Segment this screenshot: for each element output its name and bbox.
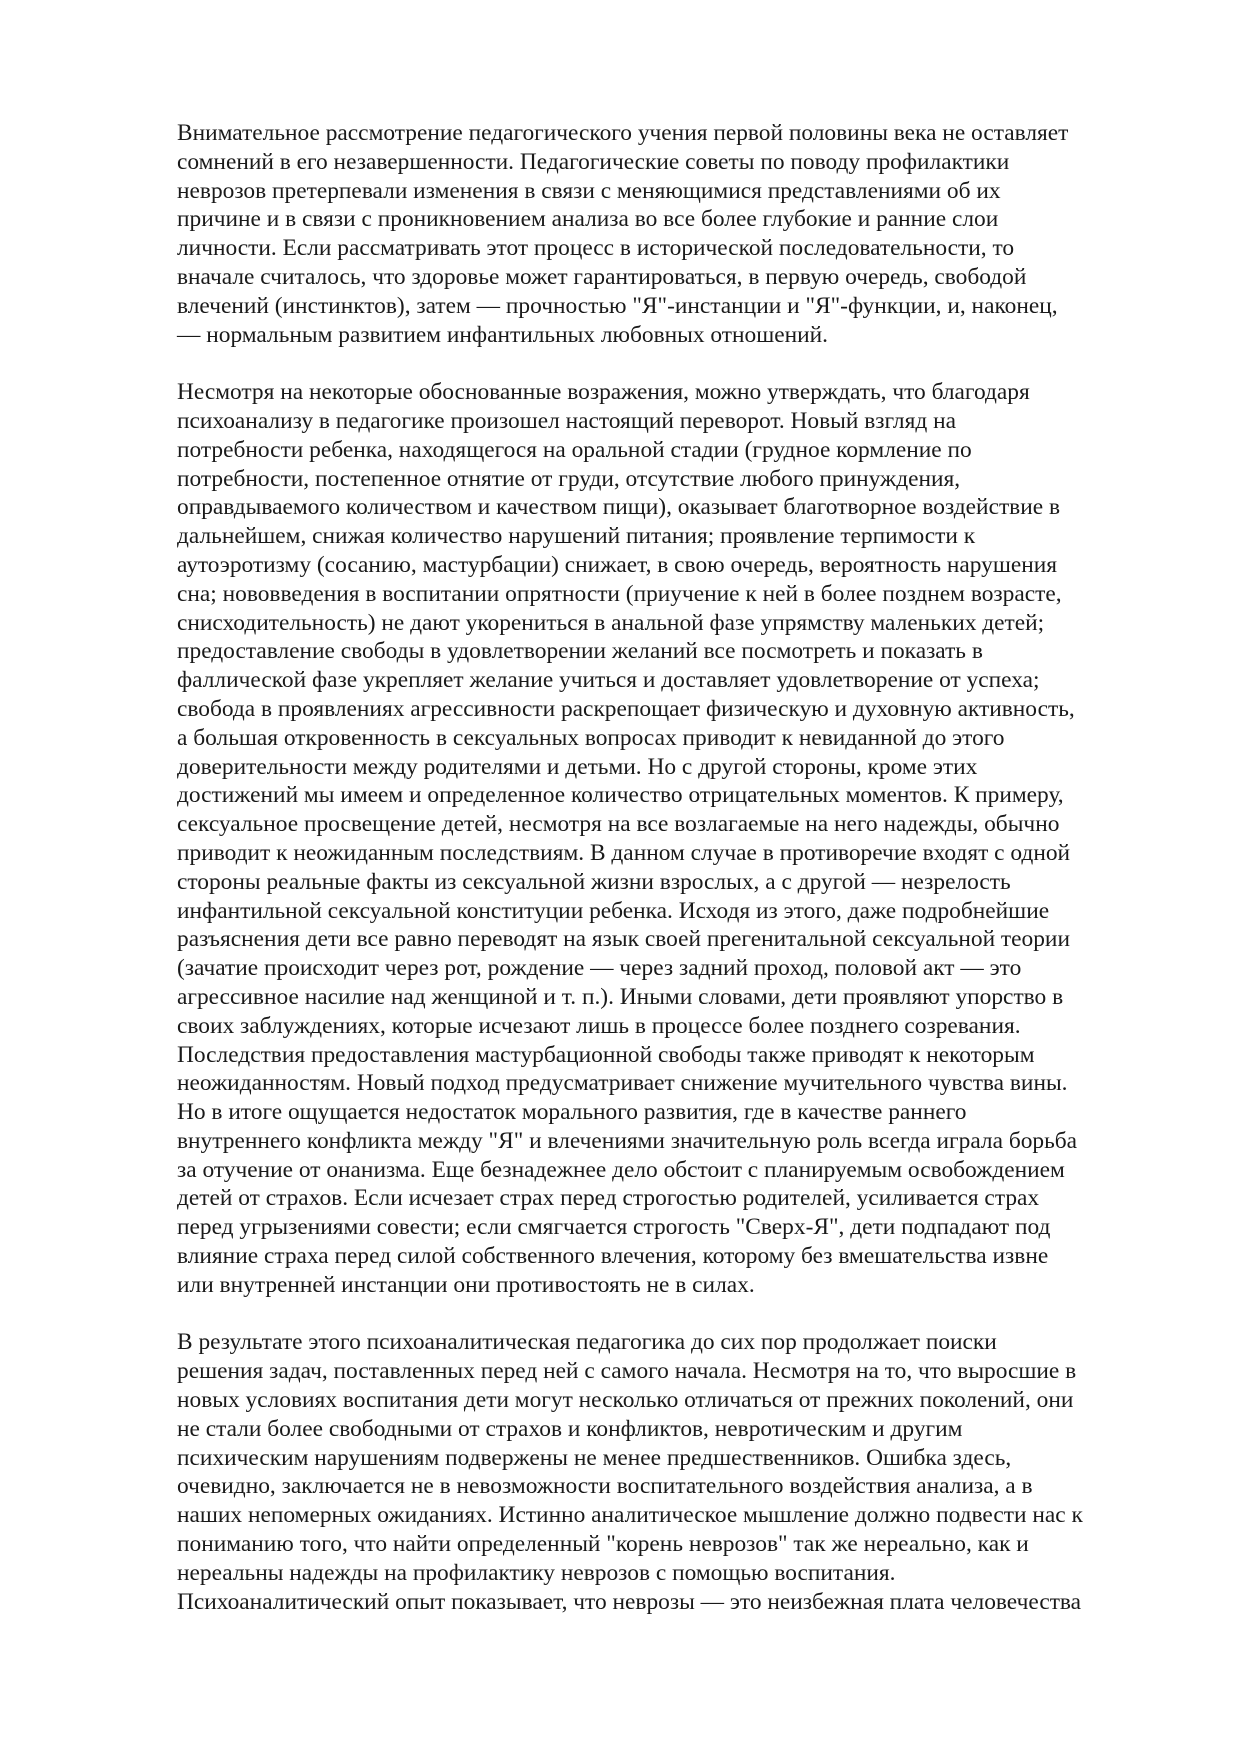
text-line: доверительности между родителями и детьми. Но с другой стороны, кроме этих	[177, 753, 978, 780]
document-body	[177, 119, 1177, 1645]
text-line: причине и в связи с проникновением анализа во все более глубокие и ранние слои	[177, 206, 999, 233]
text-line: пониманию того, что найти определенный "корень неврозов" так же нереально, как и	[177, 1531, 1029, 1558]
text-line: разъяснения дети все равно переводят на язык своей прегенитальной сексуальной теории	[177, 926, 1070, 953]
text-line: психическим нарушениям подвержены не менее предшественников. Ошибка здесь,	[177, 1444, 1012, 1471]
text-line: а большая откровенность в сексуальных вопросах приводит к невиданной до этого	[177, 724, 1005, 751]
text-line: достижений мы имеем и определенное количество отрицательных моментов. К примеру,	[177, 782, 1064, 809]
text-line: предоставление свободы в удовлетворении желаний все посмотреть и показать в	[177, 638, 983, 665]
text-line: неврозов претерпевали изменения в связи с меняющимися представлениями об их	[177, 177, 1001, 204]
text-line: фаллической фазе укрепляет желание учиться и доставляет удовлетворение от успеха;	[177, 667, 1040, 694]
paragraph-1	[177, 119, 1177, 349]
text-line: Внимательное рассмотрение педагогического учения первой половины века не оставляет	[177, 120, 1069, 146]
text-line: Последствия предоставления мастурбационной свободы также приводят к некоторым	[177, 1041, 1035, 1068]
text-line: психоанализу в педагогике произошел настоящий переворот. Новый взгляд на	[177, 407, 956, 434]
text-line: сна; нововведения в воспитании опрятности (приучение к ней в более позднем возрасте,	[177, 580, 1062, 607]
text-line: свобода в проявлениях агрессивности раскрепощает физическую и духовную активность,	[177, 695, 1075, 722]
text-line: наших непомерных ожиданиях. Истинно аналитическое мышление должно подвести нас к	[177, 1502, 1083, 1529]
text-line: потребности ребенка, находящегося на оральной стадии (грудное кормление по	[177, 436, 972, 463]
text-line: аутоэротизму (сосанию, мастурбации) снижает, в свою очередь, вероятность нарушения	[177, 551, 1058, 578]
text-line: В результате этого психоаналитическая педагогика до сих пор продолжает поиски	[177, 1329, 997, 1356]
text-line: не стали более свободными от страхов и конфликтов, невротическим и другим	[177, 1415, 963, 1442]
text-line: детей от страхов. Если исчезает страх перед строгостью родителей, усиливается страх	[177, 1185, 1040, 1212]
text-line: оправдываемого количеством и качеством пищи), оказывает благотворное воздействие в	[177, 494, 1061, 521]
text-line: перед угрызениями совести; если смягчается строгость "Сверх-Я", дети подпадают под	[177, 1214, 1051, 1241]
text-line: снисходительность) не дают укорениться в анальной фазе упрямству маленьких детей;	[177, 609, 1045, 636]
text-line: неожиданностям. Новый подход предусматривает снижение мучительного чувства вины.	[177, 1070, 1068, 1097]
text-line: за отучение от онанизма. Еще безнадежнее дело обстоит с планируемым освобождением	[177, 1156, 1065, 1183]
text-line: внутреннего конфликта между "Я" и влечениями значительную роль всегда играла борьба	[177, 1127, 1078, 1154]
text-line: инфантильной сексуальной конституции ребенка. Исходя из этого, даже подробнейшие	[177, 897, 1050, 924]
text-line: личности. Если рассматривать этот процесс в исторической последовательности, то	[177, 235, 1015, 262]
text-line: Но в итоге ощущается недостаток морального развития, где в качестве раннего	[177, 1099, 967, 1126]
text-line: (зачатие происходит через рот, рождение — через задний проход, половой акт — это	[177, 955, 1022, 982]
text-line: своих заблуждениях, которые исчезают лишь в процессе более позднего созревания.	[177, 1012, 1021, 1039]
text-line: влечений (инстинктов), затем — прочностью "Я"-инстанции и "Я"-функции, и, наконец,	[177, 292, 1058, 319]
text-line: сомнений в его незавершенности. Педагогические советы по поводу профилактики	[177, 148, 1010, 175]
text-line: агрессивное насилие над женщиной и т. п.). Иными словами, дети проявляют упорство в	[177, 983, 1064, 1010]
text-line: новых условиях воспитания дети могут несколько отличаться от прежних поколений, они	[177, 1387, 1074, 1414]
text-line: вначале считалось, что здоровье может гарантироваться, в первую очередь, свободой	[177, 263, 1027, 290]
text-line: потребности, постепенное отнятие от груди, отсутствие любого принуждения,	[177, 465, 961, 492]
text-line: влияние страха перед силой собственного влечения, которому без вмешательства извне	[177, 1243, 1049, 1270]
text-line: Психоаналитический опыт показывает, что неврозы — это неизбежная плата человечества	[177, 1588, 1082, 1615]
paragraph-3	[177, 1328, 1177, 1616]
paragraph-2	[177, 378, 1177, 1300]
text-line: Несмотря на некоторые обоснованные возражения, можно утверждать, что благодаря	[177, 379, 1030, 406]
text-line: или внутренней инстанции они противостоять не в силах.	[177, 1271, 755, 1298]
text-line: — нормальным развитием инфантильных любовных отношений.	[177, 321, 829, 348]
text-line: нереальны надежды на профилактику неврозов с помощью воспитания.	[177, 1559, 896, 1586]
text-line: дальнейшем, снижая количество нарушений питания; проявление терпимости к	[177, 523, 976, 550]
text-line: приводит к неожиданным последствиям. В данном случае в противоречие входят с одной	[177, 839, 1071, 866]
text-line: очевидно, заключается не в невозможности воспитательного воздействия анализа, а в	[177, 1473, 1033, 1500]
text-line: стороны реальные факты из сексуальной жизни взрослых, а с другой — незрелость	[177, 868, 1011, 895]
text-line: сексуальное просвещение детей, несмотря на все возлагаемые на него надежды, обычно	[177, 811, 1060, 838]
text-line: решения задач, поставленных перед ней с самого начала. Несмотря на то, что выросшие в	[177, 1358, 1077, 1385]
